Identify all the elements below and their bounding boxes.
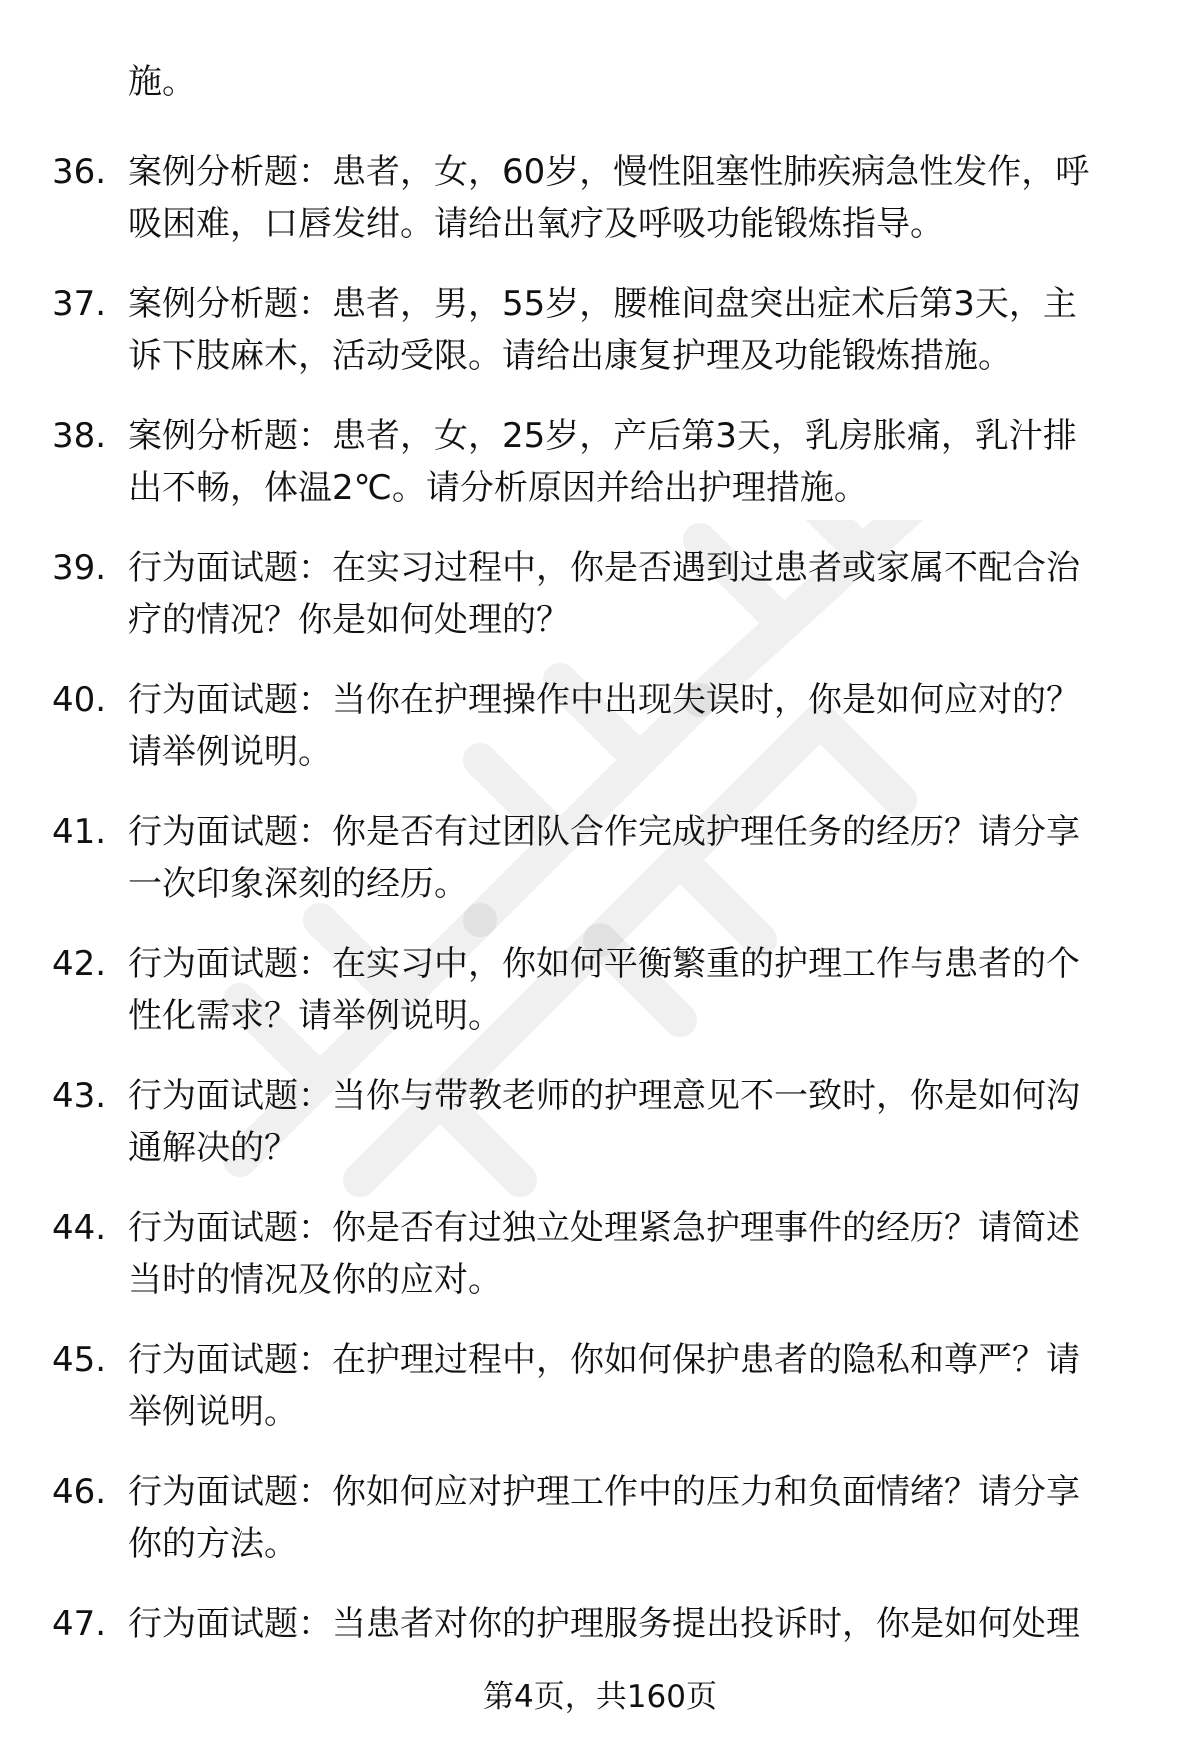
continuation-text: 施。 [128,62,196,102]
list-item [52,806,1152,938]
item-text [128,1334,1128,1438]
list-item [52,938,1152,1070]
list-item [52,1202,1152,1334]
item-number: 38. [52,416,107,456]
item-text [128,1598,1128,1650]
item-text-line: 出不畅，体温2℃。请分析原因并给出护理措施。 [128,468,868,508]
item-text-line: 性化需求？请举例说明。 [128,996,502,1036]
item-number: 45. [52,1340,107,1380]
item-number: 44. [52,1208,107,1248]
item-number: 42. [52,944,107,984]
item-text-line: 行为面试题：你是否有过团队合作完成护理任务的经历？请分享 [128,812,1080,852]
item-text-line: 行为面试题：你如何应对护理工作中的压力和负面情绪？请分享 [128,1472,1080,1512]
item-number: 36. [52,152,107,192]
item-text-line: 案例分析题：患者，女，60岁，慢性阻塞性肺疾病急性发作，呼 [128,152,1090,192]
item-text [128,1070,1128,1174]
item-text-line: 一次印象深刻的经历。 [128,864,468,904]
item-text [128,146,1128,250]
list-item [52,1334,1152,1466]
item-text-line: 疗的情况？你是如何处理的？ [128,600,570,640]
page-footer: 第4页，共160页 [483,1679,717,1715]
item-text-line: 案例分析题：患者，男，55岁，腰椎间盘突出症术后第3天，主 [128,284,1077,324]
item-number: 46. [52,1472,107,1512]
item-text-line: 举例说明。 [128,1392,298,1432]
item-text-line: 吸困难，口唇发绀。请给出氧疗及呼吸功能锻炼指导。 [128,204,944,244]
list-item [52,410,1152,542]
item-text-line: 案例分析题：患者，女，25岁，产后第3天，乳房胀痛，乳汁排 [128,416,1077,456]
item-text-line: 行为面试题：当你在护理操作中出现失误时，你是如何应对的？ [128,680,1080,720]
item-text-line: 当时的情况及你的应对。 [128,1260,502,1300]
item-text-line: 诉下肢麻木，活动受限。请给出康复护理及功能锻炼措施。 [128,336,1012,376]
item-number: 37. [52,284,107,324]
item-text-line: 请举例说明。 [128,732,332,772]
item-text-line: 通解决的？ [128,1128,298,1168]
item-text-line: 行为面试题：你是否有过独立处理紧急护理事件的经历？请简述 [128,1208,1080,1248]
item-number: 40. [52,680,107,720]
item-text [128,278,1128,382]
item-number: 41. [52,812,107,852]
item-text-line: 行为面试题：当你与带教老师的护理意见不一致时，你是如何沟 [128,1076,1080,1116]
item-text [128,542,1128,646]
item-text [128,806,1128,910]
item-number: 47. [52,1604,107,1644]
list-item [52,146,1152,278]
item-text-line: 你的方法。 [128,1524,298,1564]
question-list [52,146,1152,1730]
item-text-line: 行为面试题：在护理过程中，你如何保护患者的隐私和尊严？请 [128,1340,1080,1380]
item-text-line: 行为面试题：在实习过程中，你是否遇到过患者或家属不配合治 [128,548,1080,588]
item-text-line: 行为面试题：在实习中，你如何平衡繁重的护理工作与患者的个 [128,944,1080,984]
item-text [128,1202,1128,1306]
list-item [52,1466,1152,1598]
item-text [128,674,1128,778]
item-number: 43. [52,1076,107,1116]
item-text [128,1466,1128,1570]
item-text [128,938,1128,1042]
item-number: 39. [52,548,107,588]
list-item [52,542,1152,674]
list-item [52,1070,1152,1202]
list-item [52,674,1152,806]
item-text [128,410,1128,514]
list-item [52,278,1152,410]
item-text-line: 行为面试题：当患者对你的护理服务提出投诉时，你是如何处理 [128,1604,1080,1644]
